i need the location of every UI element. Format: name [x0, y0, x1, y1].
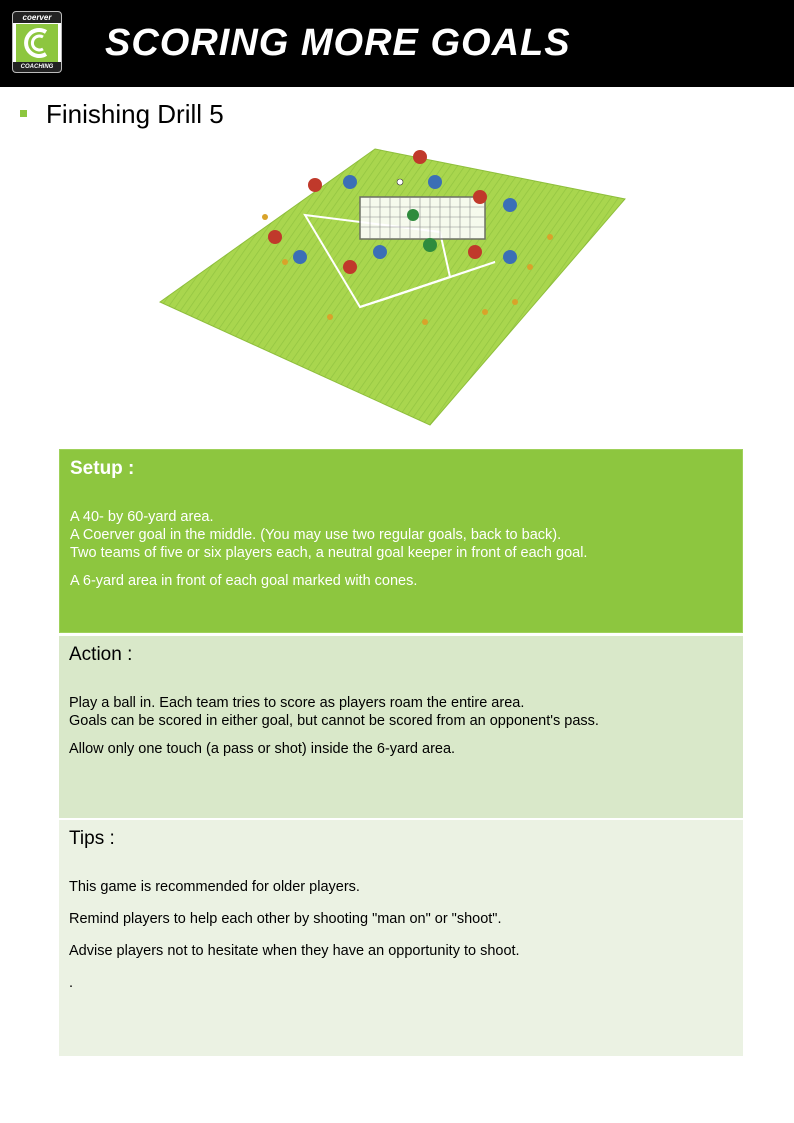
setup-extra: A 6-yard area in front of each goal marked with cones. [70, 573, 418, 589]
setup-text [70, 508, 732, 562]
setup-panel [59, 449, 743, 633]
tips-heading: Tips : [69, 828, 115, 849]
action-line: Goals can be scored in either goal, but cannot be scored from an opponent's pass. [69, 713, 599, 729]
action-heading: Action : [69, 644, 133, 665]
tip-item: This game is recommended for older players. [69, 879, 360, 895]
tips-panel [59, 820, 743, 1056]
action-text [69, 694, 733, 730]
setup-line: Two teams of five or six players each, a neutral goal keeper in front of each goal. [70, 545, 588, 561]
page-title: SCORING MORE GOALS [105, 22, 571, 64]
drill-illustration [155, 137, 635, 432]
tip-item: Advise players not to hesitate when they have an opportunity to shoot. [69, 943, 520, 959]
bullet-icon [20, 110, 27, 117]
setup-line: A 40- by 60-yard area. [70, 509, 214, 525]
logo-wordmark: coerver [13, 12, 61, 23]
page-header [0, 0, 794, 87]
logo-c-emblem-icon [16, 24, 58, 62]
tip-item: . [69, 975, 74, 991]
logo-subtext: COACHING [13, 62, 61, 72]
action-line: Play a ball in. Each team tries to score as players roam the entire area. [69, 695, 525, 711]
tip-item: Remind players to help each other by shooting "man on" or "shoot". [69, 911, 502, 927]
action-panel [59, 636, 743, 818]
coerver-logo [12, 11, 62, 73]
setup-line: A Coerver goal in the middle. (You may use two regular goals, back to back). [70, 527, 562, 543]
drill-title: Finishing Drill 5 [46, 99, 224, 129]
setup-heading: Setup : [70, 458, 135, 479]
action-extra: Allow only one touch (a pass or shot) inside the 6-yard area. [69, 741, 456, 757]
